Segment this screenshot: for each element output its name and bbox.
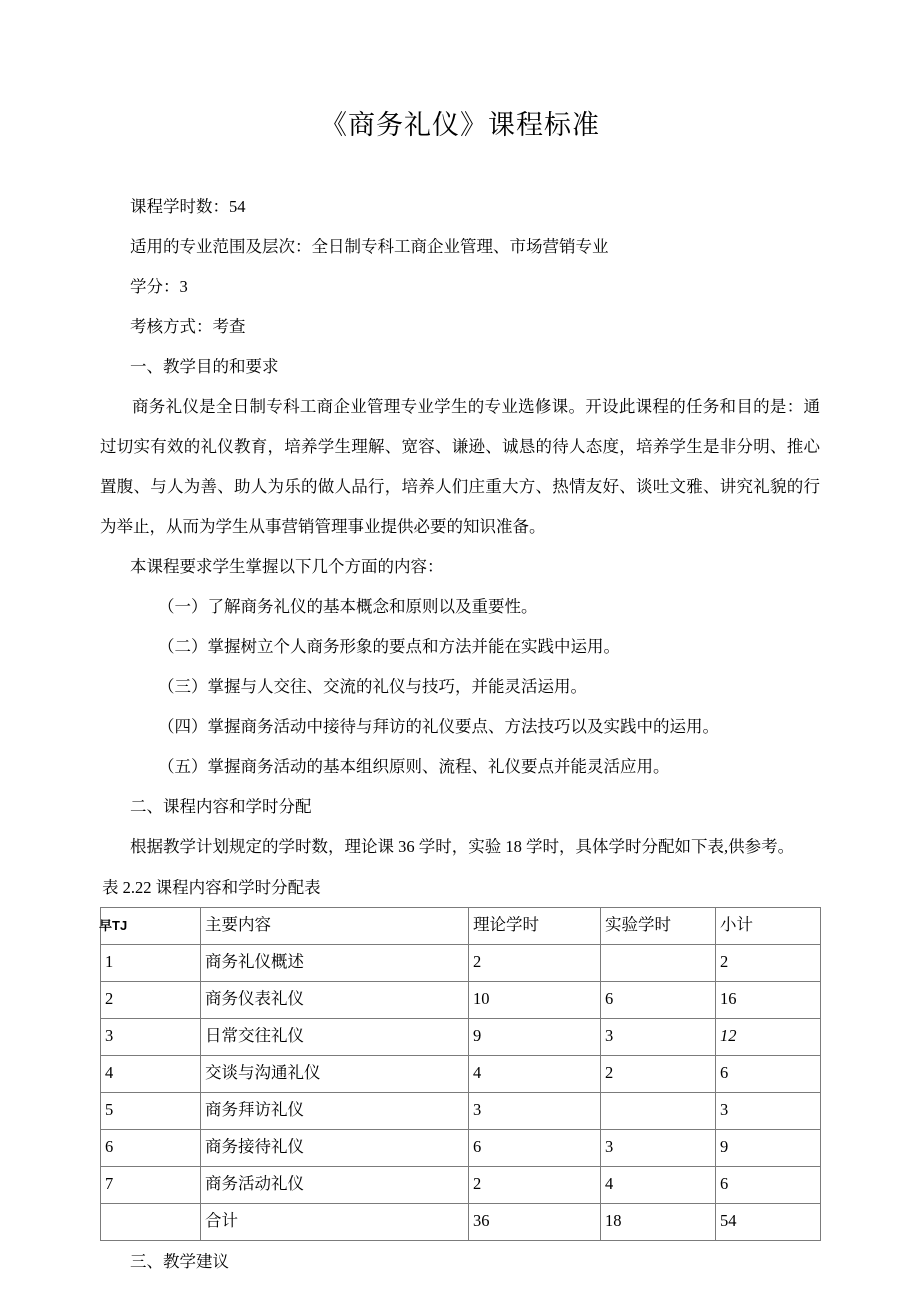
cell-subtotal: 2 [716, 945, 821, 982]
section-heading-two: 二、课程内容和学时分配 [130, 797, 312, 817]
table-header-no-label: 早TJ [99, 918, 128, 934]
cell-lab: 18 [601, 1204, 716, 1241]
cell-lab: 4 [601, 1167, 716, 1204]
meta-course-hours: 课程学时数：54 [130, 197, 246, 217]
cell-theory: 4 [469, 1056, 601, 1093]
cell-subtotal: 9 [716, 1130, 821, 1167]
cell-subtotal: 3 [716, 1093, 821, 1130]
cell-lab [601, 945, 716, 982]
table-row [101, 1130, 821, 1167]
cell-no: 2 [101, 982, 201, 1019]
table-row [101, 982, 821, 1019]
section-heading-one: 一、教学目的和要求 [130, 357, 279, 377]
table-header-row [101, 908, 821, 945]
table-row [101, 1056, 821, 1093]
cell-subtotal: 6 [716, 1167, 821, 1204]
cell-topic: 交谈与沟通礼仪 [201, 1056, 469, 1093]
cell-topic: 商务接待礼仪 [201, 1130, 469, 1167]
cell-topic: 商务活动礼仪 [201, 1167, 469, 1204]
cell-lab [601, 1093, 716, 1130]
table-header-lab-hours: 实验学时 [601, 908, 716, 945]
cell-topic: 合计 [201, 1204, 469, 1241]
cell-topic: 日常交往礼仪 [201, 1019, 469, 1056]
document-body [0, 187, 920, 1241]
cell-lab: 6 [601, 982, 716, 1019]
table-row [101, 945, 821, 982]
cell-topic: 商务礼仪概述 [201, 945, 469, 982]
meta-assessment: 考核方式：考查 [130, 317, 246, 337]
requirement-item-3: （三）掌握与人交往、交流的礼仪与技巧，并能灵活运用。 [158, 677, 587, 697]
cell-no: 7 [101, 1167, 201, 1204]
table-body [101, 945, 821, 1241]
table-header-subtotal: 小计 [716, 908, 821, 945]
cell-topic: 商务拜访礼仪 [201, 1093, 469, 1130]
cell-no: 5 [101, 1093, 201, 1130]
cell-theory: 10 [469, 982, 601, 1019]
cell-subtotal: 12 [716, 1019, 821, 1056]
cell-no: 1 [101, 945, 201, 982]
table-header-no [101, 908, 201, 945]
requirement-item-4: （四）掌握商务活动中接待与拜访的礼仪要点、方法技巧以及实践中的运用。 [158, 717, 719, 737]
table-row-total [101, 1204, 821, 1241]
table-caption: 表 2.22 课程内容和学时分配表 [102, 878, 321, 898]
course-hours-table [100, 907, 821, 1241]
cell-theory: 2 [469, 945, 601, 982]
section-heading-three: 三、教学建议 [130, 1252, 229, 1272]
table-header-topic: 主要内容 [201, 908, 469, 945]
cell-theory: 36 [469, 1204, 601, 1241]
table-header-theory-hours: 理论学时 [469, 908, 601, 945]
cell-theory: 3 [469, 1093, 601, 1130]
cell-no: 4 [101, 1056, 201, 1093]
meta-credits: 学分：3 [130, 277, 188, 297]
table-row [101, 1167, 821, 1204]
cell-subtotal: 6 [716, 1056, 821, 1093]
cell-no [101, 1204, 201, 1241]
cell-lab: 3 [601, 1019, 716, 1056]
page-title: 《商务礼仪》课程标准 [320, 110, 600, 140]
table-row [101, 1019, 821, 1056]
requirement-item-5: （五）掌握商务活动的基本组织原则、流程、礼仪要点并能灵活应用。 [158, 757, 670, 777]
cell-subtotal: 54 [716, 1204, 821, 1241]
cell-theory: 2 [469, 1167, 601, 1204]
requirement-item-2: （二）掌握树立个人商务形象的要点和方法并能在实践中运用。 [158, 637, 620, 657]
cell-no: 6 [101, 1130, 201, 1167]
cell-subtotal: 16 [716, 982, 821, 1019]
cell-topic: 商务仪表礼仪 [201, 982, 469, 1019]
document-tail [0, 1243, 920, 1281]
meta-applicable-majors: 适用的专业范围及层次：全日制专科工商企业管理、市场营销专业 [130, 237, 609, 257]
section-one-paragraph: 商务礼仪是全日制专科工商企业管理专业学生的专业选修课。开设此课程的任务和目的是：通过切实有效的礼仪教育，培养学生理解、宽容、谦逊、诚恳的待人态度，培养学生是非分明、推心置腹、与人为善、助人为乐的做人品行，培养人们庄重大方、热情友好、谈吐文雅、讲究礼貌的行为举止，从而为学生从事营销管理事业提供必要的知识准备。 [100, 397, 820, 537]
cell-no: 3 [101, 1019, 201, 1056]
cell-lab: 3 [601, 1130, 716, 1167]
cell-theory: 6 [469, 1130, 601, 1167]
section-two-paragraph: 根据教学计划规定的学时数，理论课 36 学时，实验 18 学时，具体学时分配如下表,供参考。 [130, 837, 795, 857]
cell-lab: 2 [601, 1056, 716, 1093]
table-row [101, 1093, 821, 1130]
cell-theory: 9 [469, 1019, 601, 1056]
requirements-intro: 本课程要求学生掌握以下几个方面的内容： [130, 557, 444, 577]
requirement-item-1: （一）了解商务礼仪的基本概念和原则以及重要性。 [158, 597, 538, 617]
